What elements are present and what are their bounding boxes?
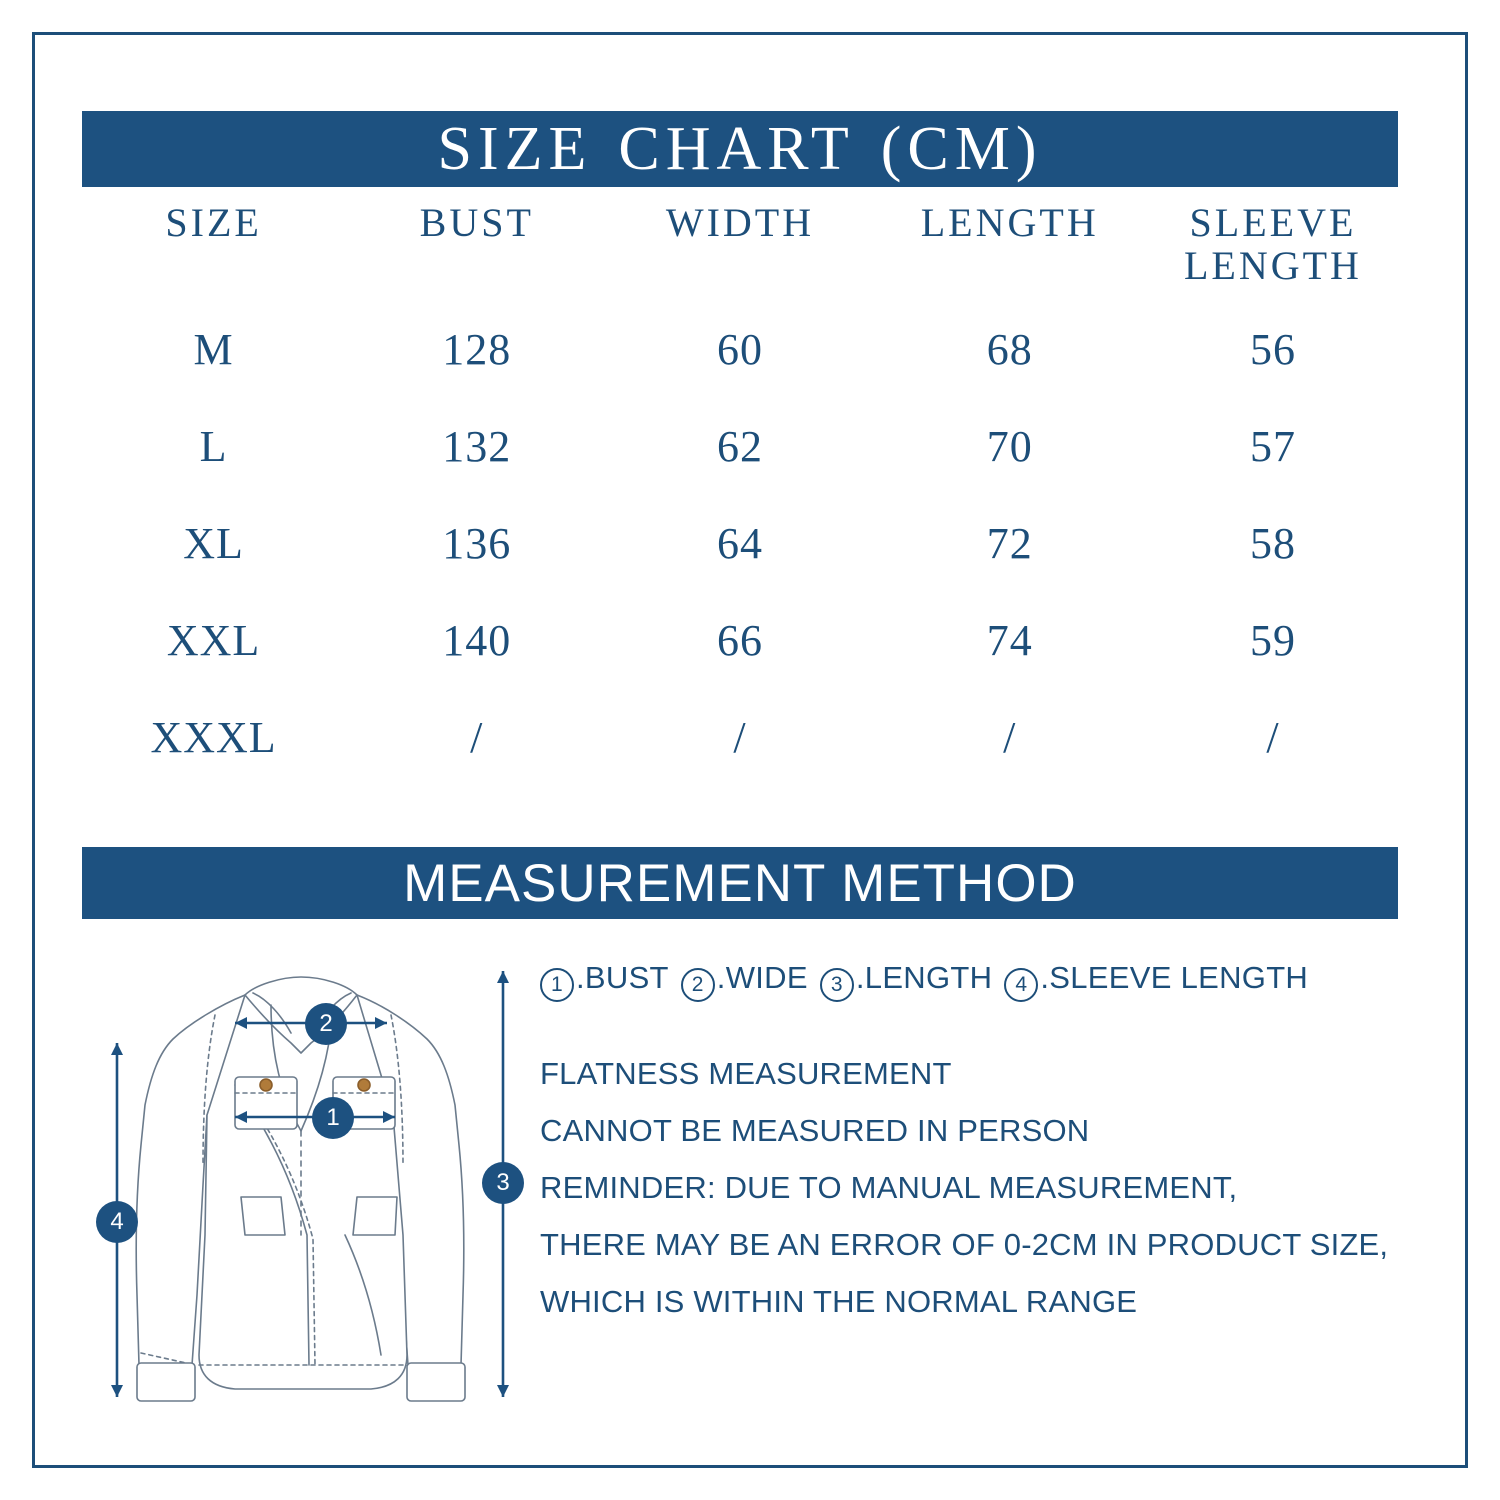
legend-number-4: 4 — [1004, 968, 1038, 1002]
legend-label-wide: .WIDE — [716, 960, 808, 995]
column-header-length: LENGTH — [920, 200, 1099, 245]
legend-label-sleeve-length: .SLEEVE LENGTH — [1040, 960, 1309, 995]
table-header-row — [82, 195, 1398, 301]
cell-sleeve: / — [1266, 713, 1280, 763]
cell-width: 60 — [716, 325, 763, 375]
size-table-container — [82, 195, 1398, 786]
cell-bust: / — [470, 713, 484, 763]
legend-label-bust: .BUST — [576, 960, 669, 995]
cell-sleeve: 57 — [1249, 422, 1296, 472]
legend-number-1: 1 — [540, 968, 574, 1002]
size-chart-title-chart: CHART — [618, 114, 855, 183]
cell-length: 72 — [986, 519, 1033, 569]
size-table-head — [82, 195, 1398, 301]
badge-wide: 2 — [305, 1003, 347, 1045]
jacket-illustration-svg — [95, 935, 515, 1435]
legend-item-length — [820, 960, 992, 999]
cell-length: 70 — [986, 422, 1033, 472]
cell-bust: 132 — [442, 422, 512, 472]
legend-number-3: 3 — [820, 968, 854, 1002]
cell-width: 62 — [716, 422, 763, 472]
size-table — [82, 195, 1398, 786]
table-row — [82, 495, 1398, 592]
legend-label-length: .LENGTH — [855, 960, 993, 995]
column-header-bust: BUST — [419, 200, 534, 245]
cell-bust: 140 — [442, 616, 512, 666]
size-table-body — [82, 301, 1398, 786]
size-chart-title-unit: (CM) — [880, 114, 1043, 183]
measurement-method-title-banner: MEASUREMENT METHOD — [82, 847, 1398, 919]
legend-item-wide — [681, 960, 808, 999]
size-chart-title-banner — [82, 111, 1398, 187]
cell-sleeve: 59 — [1249, 616, 1296, 666]
cell-length: 74 — [986, 616, 1033, 666]
cell-size: M — [193, 325, 234, 375]
jacket-diagram — [95, 935, 515, 1435]
note-line: REMINDER: DUE TO MANUAL MEASUREMENT, — [540, 1170, 1238, 1205]
column-header-sleeve-line2: LENGTH — [1183, 243, 1362, 289]
column-header-size: SIZE — [165, 200, 262, 245]
legend-item-bust — [540, 960, 669, 999]
note-line: FLATNESS MEASUREMENT — [540, 1056, 952, 1091]
cell-length: 68 — [986, 325, 1033, 375]
cell-size: L — [199, 422, 228, 472]
cell-size: XL — [183, 519, 244, 569]
column-header-sleeve-line1: SLEEVE — [1189, 200, 1357, 245]
column-header-width: WIDTH — [665, 200, 815, 245]
cell-length: / — [1003, 713, 1017, 763]
badge-sleeve: 4 — [96, 1201, 138, 1243]
note-line: THERE MAY BE AN ERROR OF 0-2CM IN PRODUCT SIZE, — [540, 1227, 1389, 1262]
table-row — [82, 689, 1398, 786]
page-frame — [32, 32, 1468, 1468]
table-row — [82, 301, 1398, 398]
cell-bust: 136 — [442, 519, 512, 569]
cell-size: XXL — [166, 616, 261, 666]
table-row — [82, 398, 1398, 495]
cell-width: / — [733, 713, 747, 763]
cell-width: 64 — [716, 519, 763, 569]
legend-item-sleeve-length — [1004, 960, 1308, 999]
badge-bust: 1 — [312, 1097, 354, 1139]
cell-sleeve: 58 — [1249, 519, 1296, 569]
cell-bust: 128 — [442, 325, 512, 375]
note-line: CANNOT BE MEASURED IN PERSON — [540, 1113, 1090, 1148]
measurement-notes — [540, 1045, 1440, 1330]
cell-width: 66 — [716, 616, 763, 666]
measurement-legend — [540, 960, 1420, 999]
legend-number-2: 2 — [681, 968, 715, 1002]
badge-length: 3 — [482, 1162, 524, 1204]
column-header-sleeve-length — [1148, 195, 1398, 301]
cell-sleeve: 56 — [1249, 325, 1296, 375]
cell-size: XXXL — [150, 713, 277, 763]
table-row — [82, 592, 1398, 689]
note-line: WHICH IS WITHIN THE NORMAL RANGE — [540, 1284, 1138, 1319]
size-chart-title-size: SIZE — [437, 114, 593, 183]
